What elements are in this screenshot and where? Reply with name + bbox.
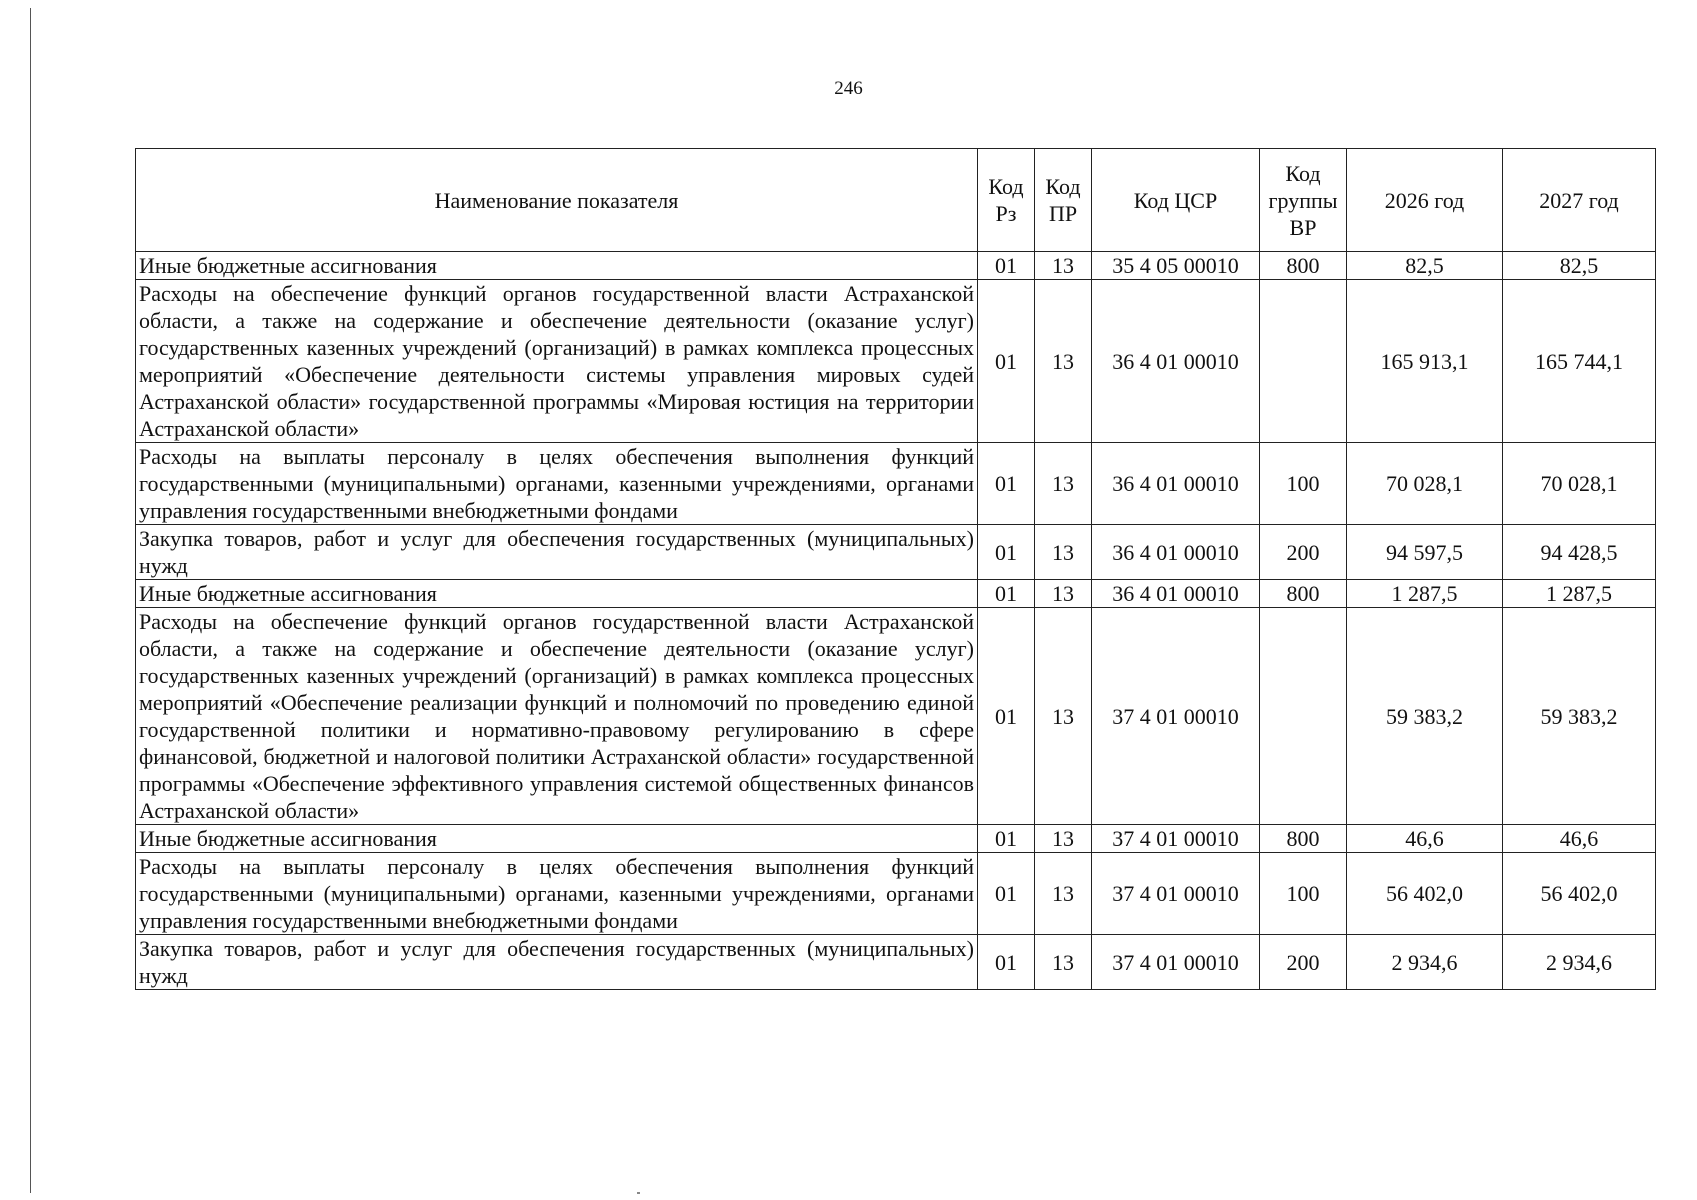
header-code-csr: Код ЦСР bbox=[1092, 149, 1260, 252]
code-pr-cell: 13 bbox=[1035, 853, 1092, 935]
table-row bbox=[136, 252, 1656, 280]
row-name-cell: Расходы на выплаты персоналу в целях обеспечения выполнения функций государственными (муниципальными) органами, казенными учреждениями, органами управления государственными внебюджетными фондами bbox=[136, 853, 978, 935]
row-name-cell: Расходы на обеспечение функций органов государственной власти Астраханской области, а также на содержание и обеспечение деятельности (оказание услуг) государственных казенных учреждений (организаций) в рамках комплекса процессных мероприятий «Обеспечение деятельности системы управления мировых судей Астраханской области» государственной программы «Мировая юстиция на территории Астраханской области» bbox=[136, 280, 978, 443]
header-code-vr: Код группы ВР bbox=[1260, 149, 1347, 252]
code-rz-cell: 01 bbox=[978, 280, 1035, 443]
code-csr-cell: 36 4 01 00010 bbox=[1092, 580, 1260, 608]
code-pr-cell: 13 bbox=[1035, 825, 1092, 853]
amount-2026-cell: 1 287,5 bbox=[1347, 580, 1503, 608]
code-pr-cell: 13 bbox=[1035, 525, 1092, 580]
budget-table bbox=[135, 148, 1656, 990]
table-row bbox=[136, 853, 1656, 935]
code-rz-cell: 01 bbox=[978, 443, 1035, 525]
code-rz-cell: 01 bbox=[978, 252, 1035, 280]
code-rz-cell: 01 bbox=[978, 608, 1035, 825]
code-csr-cell: 37 4 01 00010 bbox=[1092, 853, 1260, 935]
table-row bbox=[136, 935, 1656, 990]
code-rz-cell: 01 bbox=[978, 525, 1035, 580]
code-rz-cell: 01 bbox=[978, 825, 1035, 853]
row-name-cell: Иные бюджетные ассигнования bbox=[136, 252, 978, 280]
amount-2026-cell: 2 934,6 bbox=[1347, 935, 1503, 990]
code-vr-cell bbox=[1260, 608, 1347, 825]
code-rz-cell: 01 bbox=[978, 935, 1035, 990]
code-vr-cell: 100 bbox=[1260, 853, 1347, 935]
row-name-cell: Расходы на обеспечение функций органов государственной власти Астраханской области, а также на содержание и обеспечение деятельности (оказание услуг) государственных казенных учреждений (организаций) в рамках комплекса процессных мероприятий «Обеспечение реализации функций и полномочий по проведению единой государственной политики и нормативно-правовому регулированию в сфере финансовой, бюджетной и налоговой политики Астраханской области» государственной программы «Обеспечение эффективного управления системой общественных финансов Астраханской области» bbox=[136, 608, 978, 825]
amount-2027-cell: 94 428,5 bbox=[1503, 525, 1656, 580]
amount-2027-cell: 1 287,5 bbox=[1503, 580, 1656, 608]
row-name-cell: Закупка товаров, работ и услуг для обеспечения государственных (муниципальных) нужд bbox=[136, 525, 978, 580]
header-code-pr: Код ПР bbox=[1035, 149, 1092, 252]
amount-2027-cell: 59 383,2 bbox=[1503, 608, 1656, 825]
code-vr-cell: 100 bbox=[1260, 443, 1347, 525]
amount-2026-cell: 70 028,1 bbox=[1347, 443, 1503, 525]
amount-2027-cell: 165 744,1 bbox=[1503, 280, 1656, 443]
amount-2026-cell: 46,6 bbox=[1347, 825, 1503, 853]
code-csr-cell: 37 4 01 00010 bbox=[1092, 825, 1260, 853]
code-pr-cell: 13 bbox=[1035, 280, 1092, 443]
row-name-cell: Иные бюджетные ассигнования bbox=[136, 825, 978, 853]
amount-2026-cell: 94 597,5 bbox=[1347, 525, 1503, 580]
code-csr-cell: 36 4 01 00010 bbox=[1092, 443, 1260, 525]
code-csr-cell: 36 4 01 00010 bbox=[1092, 525, 1260, 580]
amount-2026-cell: 165 913,1 bbox=[1347, 280, 1503, 443]
scan-speck bbox=[637, 1192, 640, 1194]
amount-2027-cell: 56 402,0 bbox=[1503, 853, 1656, 935]
header-name: Наименование показателя bbox=[136, 149, 978, 252]
code-pr-cell: 13 bbox=[1035, 252, 1092, 280]
header-code-rz: Код Рз bbox=[978, 149, 1035, 252]
code-vr-cell bbox=[1260, 280, 1347, 443]
header-year-2027: 2027 год bbox=[1503, 149, 1656, 252]
amount-2027-cell: 82,5 bbox=[1503, 252, 1656, 280]
code-csr-cell: 37 4 01 00010 bbox=[1092, 935, 1260, 990]
table-row bbox=[136, 580, 1656, 608]
table-row bbox=[136, 280, 1656, 443]
table-row bbox=[136, 443, 1656, 525]
row-name-cell: Иные бюджетные ассигнования bbox=[136, 580, 978, 608]
code-csr-cell: 35 4 05 00010 bbox=[1092, 252, 1260, 280]
amount-2026-cell: 82,5 bbox=[1347, 252, 1503, 280]
table-row bbox=[136, 608, 1656, 825]
page-number: 246 bbox=[834, 78, 863, 99]
left-margin-line bbox=[30, 8, 31, 1193]
amount-2026-cell: 59 383,2 bbox=[1347, 608, 1503, 825]
code-pr-cell: 13 bbox=[1035, 580, 1092, 608]
code-vr-cell: 800 bbox=[1260, 825, 1347, 853]
code-vr-cell: 800 bbox=[1260, 580, 1347, 608]
code-vr-cell: 200 bbox=[1260, 935, 1347, 990]
code-pr-cell: 13 bbox=[1035, 935, 1092, 990]
row-name-cell: Закупка товаров, работ и услуг для обеспечения государственных (муниципальных) нужд bbox=[136, 935, 978, 990]
code-csr-cell: 36 4 01 00010 bbox=[1092, 280, 1260, 443]
table-body bbox=[136, 252, 1656, 990]
amount-2027-cell: 46,6 bbox=[1503, 825, 1656, 853]
code-pr-cell: 13 bbox=[1035, 608, 1092, 825]
table-header-row bbox=[136, 149, 1656, 252]
code-pr-cell: 13 bbox=[1035, 443, 1092, 525]
header-year-2026: 2026 год bbox=[1347, 149, 1503, 252]
code-rz-cell: 01 bbox=[978, 853, 1035, 935]
code-vr-cell: 200 bbox=[1260, 525, 1347, 580]
code-vr-cell: 800 bbox=[1260, 252, 1347, 280]
amount-2026-cell: 56 402,0 bbox=[1347, 853, 1503, 935]
table-row bbox=[136, 825, 1656, 853]
code-rz-cell: 01 bbox=[978, 580, 1035, 608]
table-row bbox=[136, 525, 1656, 580]
amount-2027-cell: 2 934,6 bbox=[1503, 935, 1656, 990]
amount-2027-cell: 70 028,1 bbox=[1503, 443, 1656, 525]
code-csr-cell: 37 4 01 00010 bbox=[1092, 608, 1260, 825]
row-name-cell: Расходы на выплаты персоналу в целях обеспечения выполнения функций государственными (муниципальными) органами, казенными учреждениями, органами управления государственными внебюджетными фондами bbox=[136, 443, 978, 525]
